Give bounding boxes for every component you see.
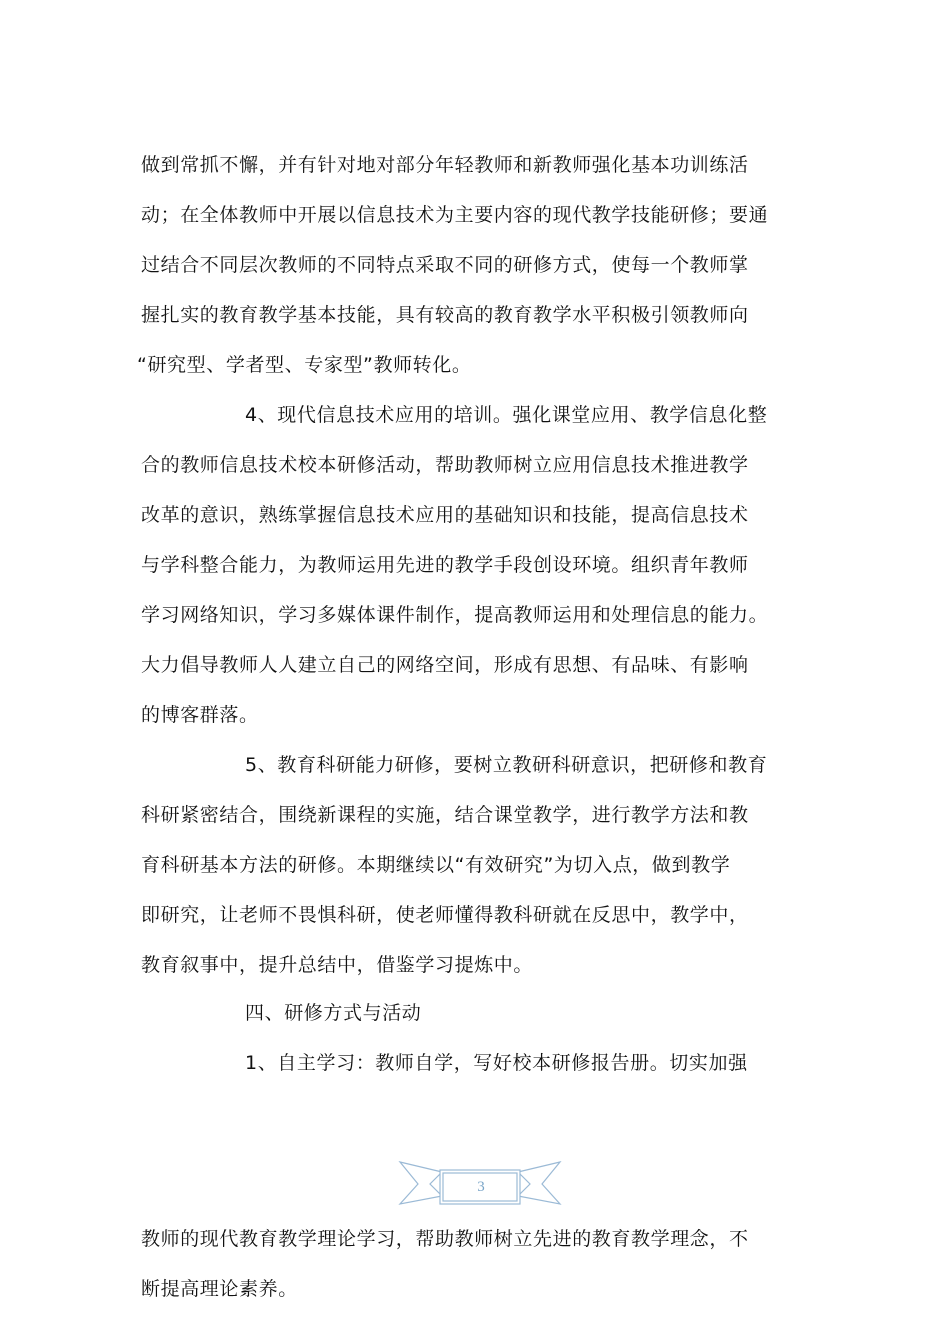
- text-line: 教育叙事中，提升总结中，借鉴学习提炼中。: [141, 954, 534, 976]
- text-line: “研究型、学者型、专家型”教师转化。: [137, 354, 472, 376]
- text-line: 握扎实的教育教学基本技能，具有较高的教育教学水平积极引领教师向: [141, 304, 749, 326]
- text-line: 的博客群落。: [141, 704, 259, 726]
- text-line: 合的教师信息技术校本研修活动，帮助教师树立应用信息技术推进教学: [141, 454, 749, 476]
- text-line: 科研紧密结合，围绕新课程的实施，结合课堂教学，进行教学方法和教: [141, 804, 749, 826]
- text-line: 教师的现代教育教学理论学习，帮助教师树立先进的教育教学理念，不: [141, 1228, 749, 1250]
- text-line: 即研究，让老师不畏惧科研，使老师懂得教科研就在反思中，教学中，: [141, 904, 749, 926]
- paragraph-heading: 1、自主学习：教师自学，写好校本研修报告册。切实加强: [245, 1052, 748, 1074]
- text-line: 断提高理论素养。: [141, 1278, 298, 1300]
- text-line: 改革的意识，熟练掌握信息技术应用的基础知识和技能，提高信息技术: [141, 504, 749, 526]
- section-heading: 四、研修方式与活动: [245, 1002, 422, 1024]
- page-number: 3: [477, 1179, 485, 1195]
- text-line: 与学科整合能力，为教师运用先进的教学手段创设环境。组织青年教师: [141, 554, 749, 576]
- text-line: 学习网络知识，学习多媒体课件制作，提高教师运用和处理信息的能力。: [141, 604, 769, 626]
- text-line: 动；在全体教师中开展以信息技术为主要内容的现代教学技能研修；要通: [141, 204, 769, 226]
- paragraph-heading: 4、现代信息技术应用的培训。强化课堂应用、教学信息化整: [245, 404, 768, 426]
- text-line: 大力倡导教师人人建立自己的网络空间，形成有思想、有品味、有影响: [141, 654, 749, 676]
- text-line: 育科研基本方法的研修。本期继续以“有效研究”为切入点，做到教学: [141, 854, 731, 876]
- text-line: 过结合不同层次教师的不同特点采取不同的研修方式，使每一个教师掌: [141, 254, 749, 276]
- paragraph-heading: 5、教育科研能力研修，要树立教研科研意识，把研修和教育: [245, 754, 768, 776]
- text-line: 做到常抓不懈，并有针对地对部分年轻教师和新教师强化基本功训练活: [141, 154, 749, 176]
